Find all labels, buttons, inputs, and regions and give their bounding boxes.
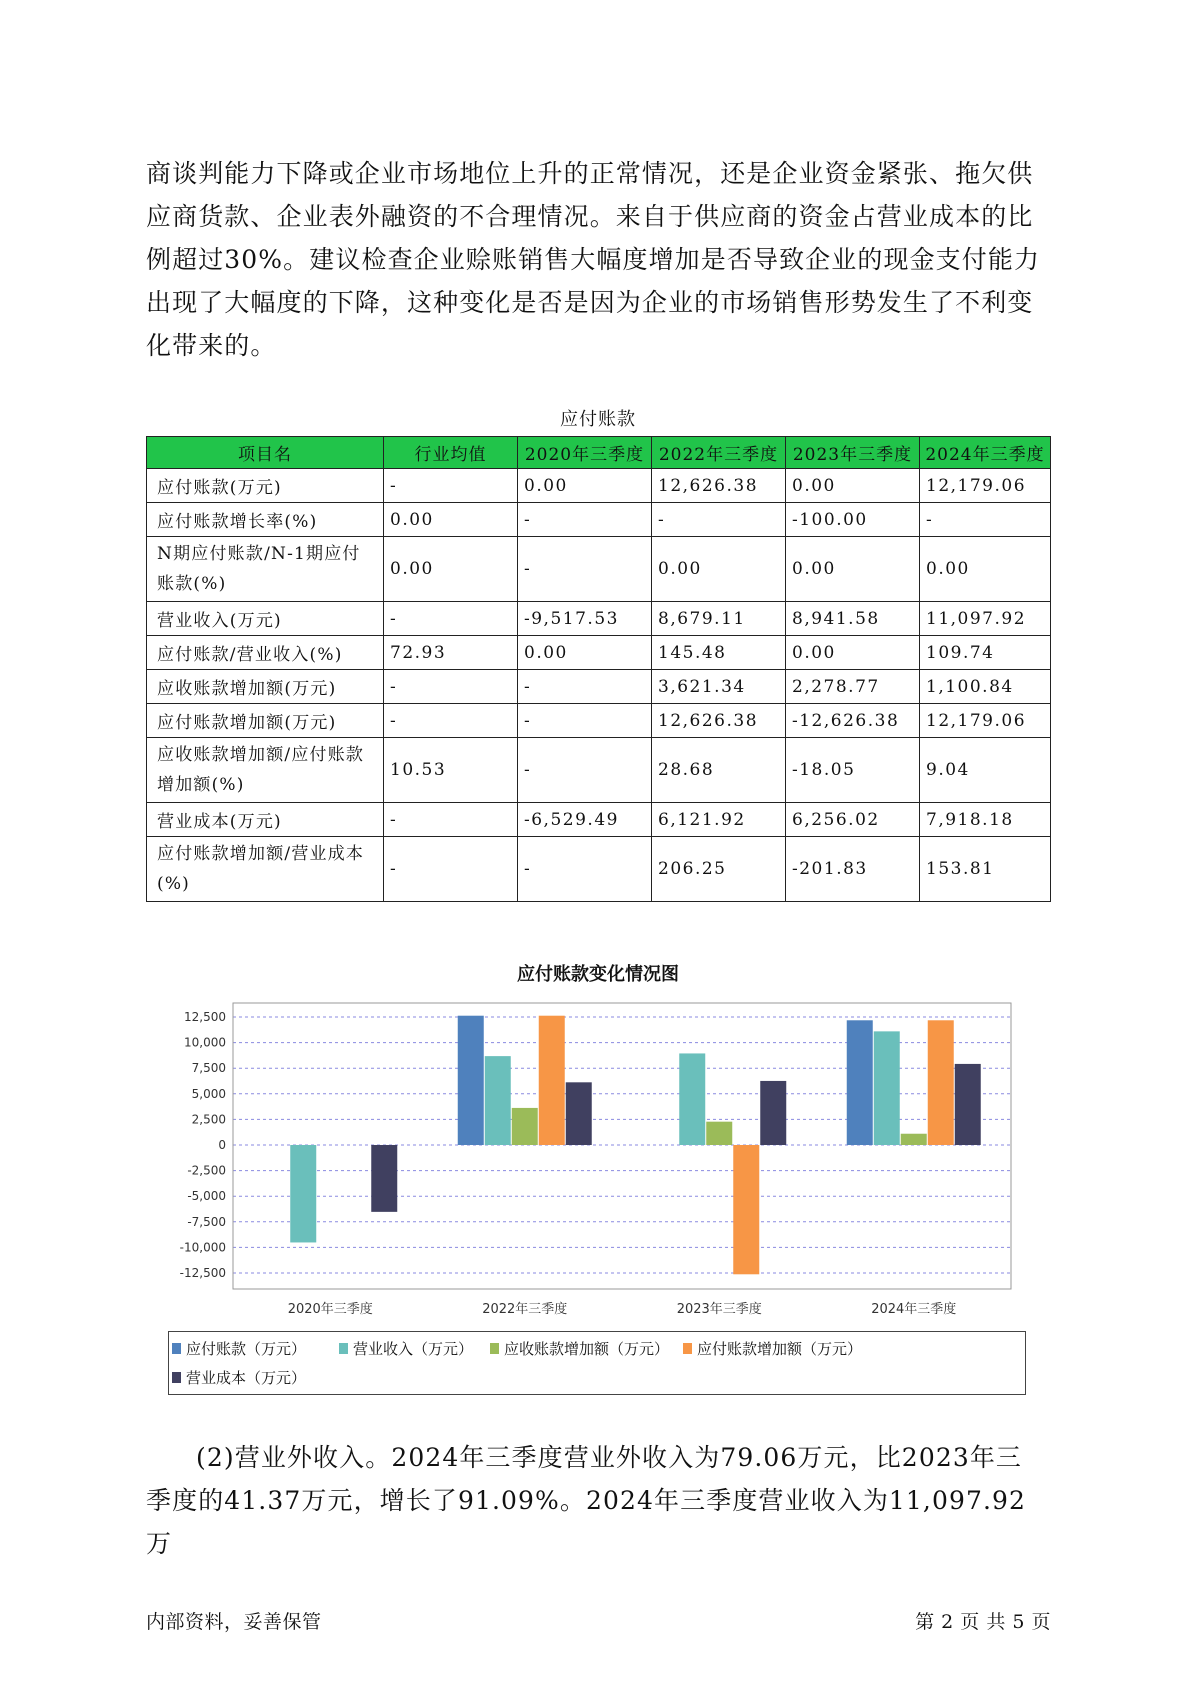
- x-tick-label: 2024年三季度: [871, 1302, 957, 1317]
- table-cell: 153.81: [920, 837, 1051, 902]
- table-cell: 1,100.84: [920, 670, 1051, 704]
- table-cell: 0.00: [786, 537, 920, 602]
- table-header-cell: 项目名: [147, 437, 384, 469]
- table-cell: 3,621.34: [652, 670, 786, 704]
- bar: [733, 1145, 759, 1274]
- legend-item: [172, 1367, 306, 1388]
- table-cell: 0.00: [518, 469, 652, 503]
- chart-y-axis: [180, 1010, 226, 1280]
- legend-swatch: [172, 1343, 181, 1354]
- table-cell: -6,529.49: [518, 803, 652, 837]
- table-header-cell: 2023年三季度: [786, 437, 920, 469]
- y-tick-label: 12,500: [184, 1010, 226, 1024]
- table-cell: -: [518, 738, 652, 803]
- bar: [566, 1082, 592, 1145]
- table-title: 应付账款: [560, 409, 636, 430]
- table-cell: -: [518, 704, 652, 738]
- bar: [901, 1134, 927, 1145]
- row-label: N期应付账款/N-1期应付账款(%): [147, 537, 384, 602]
- table-cell: 12,626.38: [652, 704, 786, 738]
- table-cell: 12,179.06: [920, 469, 1051, 503]
- table-header-cell: 2020年三季度: [518, 437, 652, 469]
- x-tick-label: 2023年三季度: [676, 1302, 762, 1317]
- table-header-cell: 2024年三季度: [920, 437, 1051, 469]
- row-label: 应付账款增长率(%): [147, 503, 384, 537]
- table-cell: 12,626.38: [652, 469, 786, 503]
- legend-item: [683, 1338, 862, 1359]
- body-paragraph: 商谈判能力下降或企业市场地位上升的正常情况，还是企业资金紧张、拖欠供应商货款、企业表外融资的不合理情况。来自于供应商的资金占营业成本的比例超过30%。建议检查企业赊账销售大幅度增加是否导致企业的现金支付能力出现了大幅度的下降，这种变化是否是因为企业的市场销售形势发生了不利变化带来的。: [146, 159, 1041, 360]
- row-label: 应付账款增加额/营业成本(%): [147, 837, 384, 902]
- row-label: 应付账款增加额(万元): [147, 704, 384, 738]
- row-label: 应收账款增加额/应付账款增加额(%): [147, 738, 384, 803]
- table-cell: -: [518, 537, 652, 602]
- table-cell: 72.93: [384, 636, 518, 670]
- table-cell: 8,941.58: [786, 602, 920, 636]
- x-tick-label: 2020年三季度: [287, 1302, 373, 1317]
- table-cell: -: [652, 503, 786, 537]
- bar: [679, 1053, 705, 1145]
- y-tick-label: -10,000: [179, 1240, 226, 1255]
- bar: [706, 1122, 732, 1145]
- bar: [485, 1056, 511, 1145]
- bar: [458, 1016, 484, 1145]
- y-tick-label: -5,000: [187, 1189, 226, 1204]
- table-cell: -: [920, 503, 1051, 537]
- y-tick-label: 7,500: [191, 1061, 226, 1076]
- chart-x-axis: [288, 1301, 957, 1317]
- table-cell: -9,517.53: [518, 602, 652, 636]
- table-cell: 0.00: [384, 503, 518, 537]
- legend-label: 应付账款（万元）: [186, 1340, 307, 1358]
- x-tick-label: 2022年三季度: [482, 1302, 568, 1317]
- table-cell: 6,121.92: [652, 803, 786, 837]
- table-cell: -: [384, 670, 518, 704]
- bar: [512, 1108, 538, 1145]
- bar: [928, 1020, 954, 1145]
- table-cell: -: [518, 503, 652, 537]
- y-tick-label: 10,000: [184, 1035, 226, 1050]
- chart-title: 应付账款变化情况图: [517, 964, 679, 985]
- table-header-cell: 行业均值: [384, 437, 518, 469]
- bar: [847, 1020, 873, 1145]
- table-cell: 206.25: [652, 837, 786, 902]
- legend-item: [490, 1338, 669, 1359]
- table-cell: 10.53: [384, 738, 518, 803]
- table-cell: 7,918.18: [920, 803, 1051, 837]
- table-cell: 0.00: [920, 537, 1051, 602]
- y-tick-label: -12,500: [179, 1266, 226, 1280]
- table-cell: 28.68: [652, 738, 786, 803]
- table-cell: -: [518, 837, 652, 902]
- table-cell: 6,256.02: [786, 803, 920, 837]
- table-cell: 11,097.92: [920, 602, 1051, 636]
- row-label: 应收账款增加额(万元): [147, 670, 384, 704]
- table-cell: -: [518, 670, 652, 704]
- legend-label: 营业成本（万元）: [186, 1369, 307, 1387]
- y-tick-label: 0: [218, 1138, 226, 1152]
- bar: [290, 1145, 316, 1242]
- table-header-cell: 2022年三季度: [652, 437, 786, 469]
- table-cell: 145.48: [652, 636, 786, 670]
- footer-confidential-note: 内部资料，妥善保管: [146, 1611, 322, 1633]
- legend-swatch: [490, 1343, 499, 1354]
- chart-legend: [168, 1331, 1026, 1395]
- legend-swatch: [172, 1372, 181, 1383]
- y-tick-label: 5,000: [191, 1086, 226, 1101]
- legend-label: 应付账款增加额（万元）: [697, 1340, 863, 1358]
- footer-page-number: 第 2 页 共 5 页: [915, 1611, 1051, 1633]
- table-cell: -18.05: [786, 738, 920, 803]
- table-cell: 0.00: [786, 636, 920, 670]
- row-label: 营业收入(万元): [147, 602, 384, 636]
- table-cell: -: [384, 837, 518, 902]
- table-cell: 8,679.11: [652, 602, 786, 636]
- table-cell: 0.00: [518, 636, 652, 670]
- table-cell: -100.00: [786, 503, 920, 537]
- table-cell: 109.74: [920, 636, 1051, 670]
- row-label: 营业成本(万元): [147, 803, 384, 837]
- bar: [760, 1081, 786, 1145]
- legend-item: [339, 1338, 473, 1359]
- table-cell: 2,278.77: [786, 670, 920, 704]
- table-cell: -: [384, 803, 518, 837]
- table-cell: -: [384, 602, 518, 636]
- row-label: 应付账款(万元): [147, 469, 384, 503]
- bar: [874, 1031, 900, 1145]
- y-tick-label: -7,500: [187, 1214, 226, 1229]
- table-cell: -201.83: [786, 837, 920, 902]
- row-label: 应付账款/营业收入(%): [147, 636, 384, 670]
- legend-swatch: [339, 1343, 348, 1354]
- bar: [539, 1016, 565, 1145]
- table-cell: -12,626.38: [786, 704, 920, 738]
- legend-swatch: [683, 1343, 692, 1354]
- legend-label: 营业收入（万元）: [353, 1340, 474, 1358]
- table-cell: 9.04: [920, 738, 1051, 803]
- table-cell: 0.00: [786, 469, 920, 503]
- table-cell: 0.00: [384, 537, 518, 602]
- legend-label: 应收账款增加额（万元）: [504, 1340, 670, 1358]
- table-cell: 12,179.06: [920, 704, 1051, 738]
- bar: [371, 1145, 397, 1212]
- table-cell: -: [384, 469, 518, 503]
- table-cell: 0.00: [652, 537, 786, 602]
- legend-item: [172, 1338, 306, 1359]
- bar: [955, 1064, 981, 1145]
- body-paragraph: (2)营业外收入。2024年三季度营业外收入为79.06万元，比2023年三季度的41.37万元，增长了91.09%。2024年三季度营业收入为11,097.92万: [146, 1443, 1027, 1558]
- y-tick-label: -2,500: [187, 1163, 226, 1178]
- table-cell: -: [384, 704, 518, 738]
- y-tick-label: 2,500: [191, 1112, 226, 1127]
